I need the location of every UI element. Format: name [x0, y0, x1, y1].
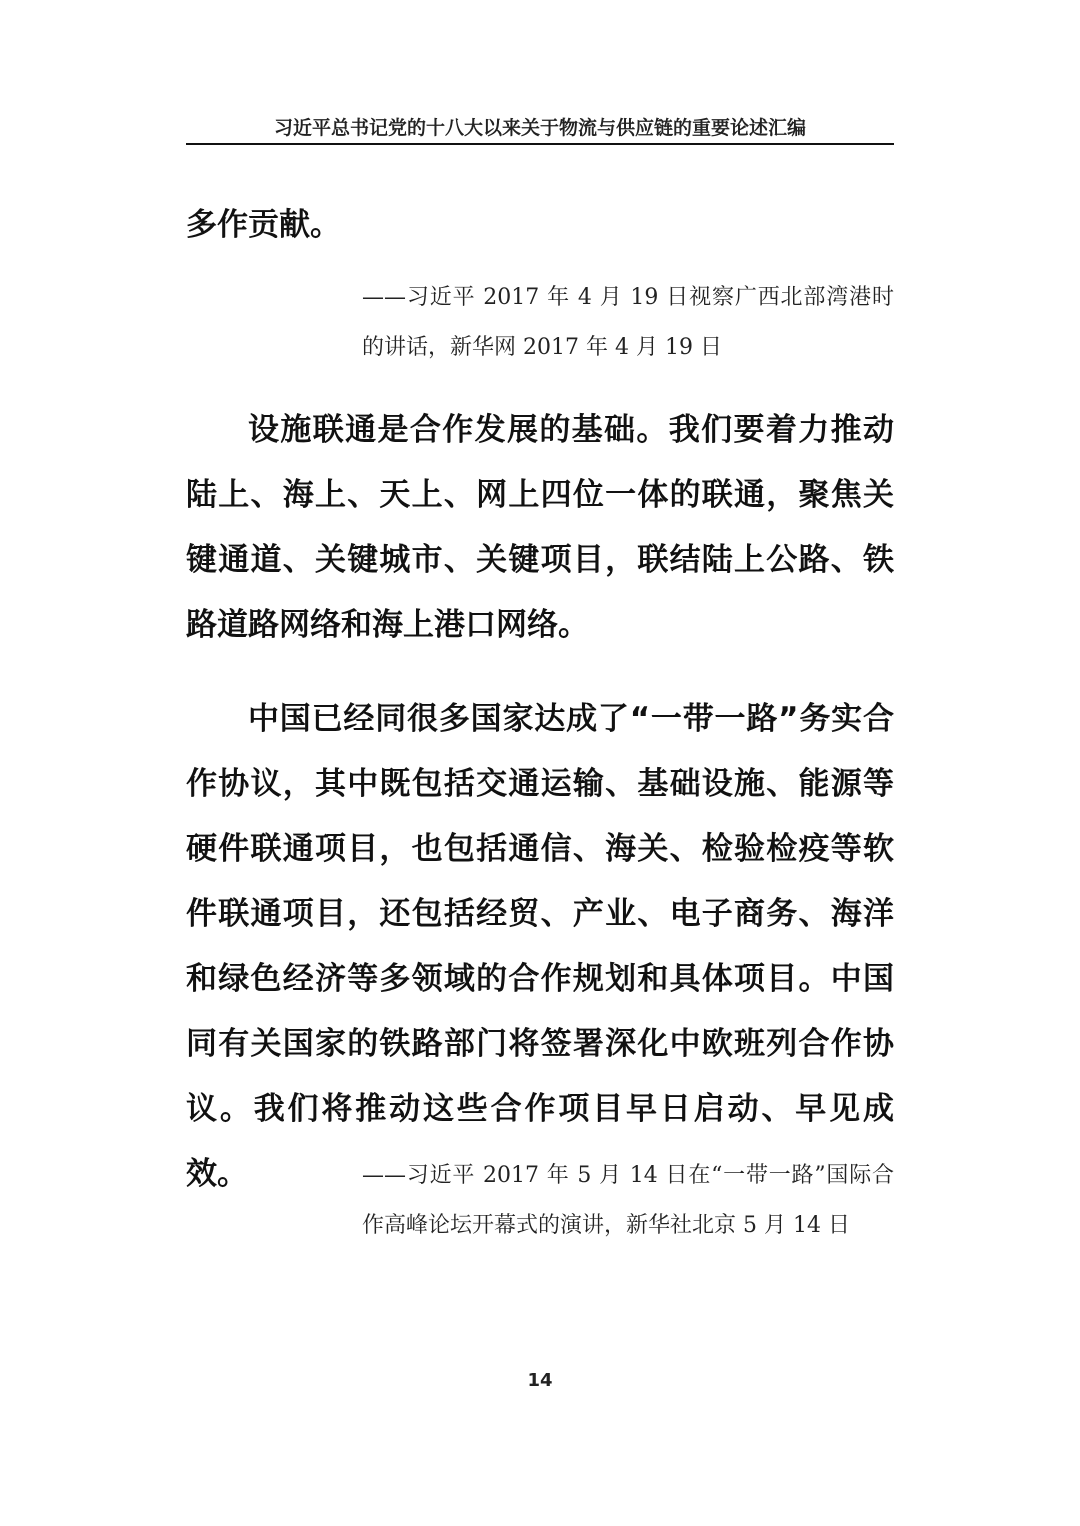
header-divider — [186, 143, 894, 145]
running-header: 习近平总书记党的十八大以来关于物流与供应链的重要论述汇编 — [273, 117, 806, 139]
paragraph-2: 中国已经同很多国家达成了“一带一路”务实合作协议，其中既包括交通运输、基础设施、能源等硬件联通项目，也包括通信、海关、检验检疫等软件联通项目，还包括经贸、产业、电子商务、海洋和绿色经济等多领域的合作规划和具体项目。中国同有关国家的铁路部门将签署深化中欧班列合作协议。我们将推动这些合作项目早日启动、早见成效。 — [186, 701, 894, 1192]
continuation-text: 多作贡献。 — [186, 207, 341, 243]
page-number: 14 — [527, 1370, 553, 1391]
citation-2: ——习近平 2017 年 5 月 14 日在“一带一路”国际合作高峰论坛开幕式的演讲，新华社北京 5 月 14 日 — [362, 1163, 894, 1238]
citation-1: ——习近平 2017 年 4 月 19 日视察广西北部湾港时的讲话，新华网 2017 年 4 月 19 日 — [362, 285, 894, 360]
paragraph-1: 设施联通是合作发展的基础。我们要着力推动陆上、海上、天上、网上四位一体的联通，聚焦关键通道、关键城市、关键项目，联结陆上公路、铁路道路网络和海上港口网络。 — [186, 412, 894, 643]
